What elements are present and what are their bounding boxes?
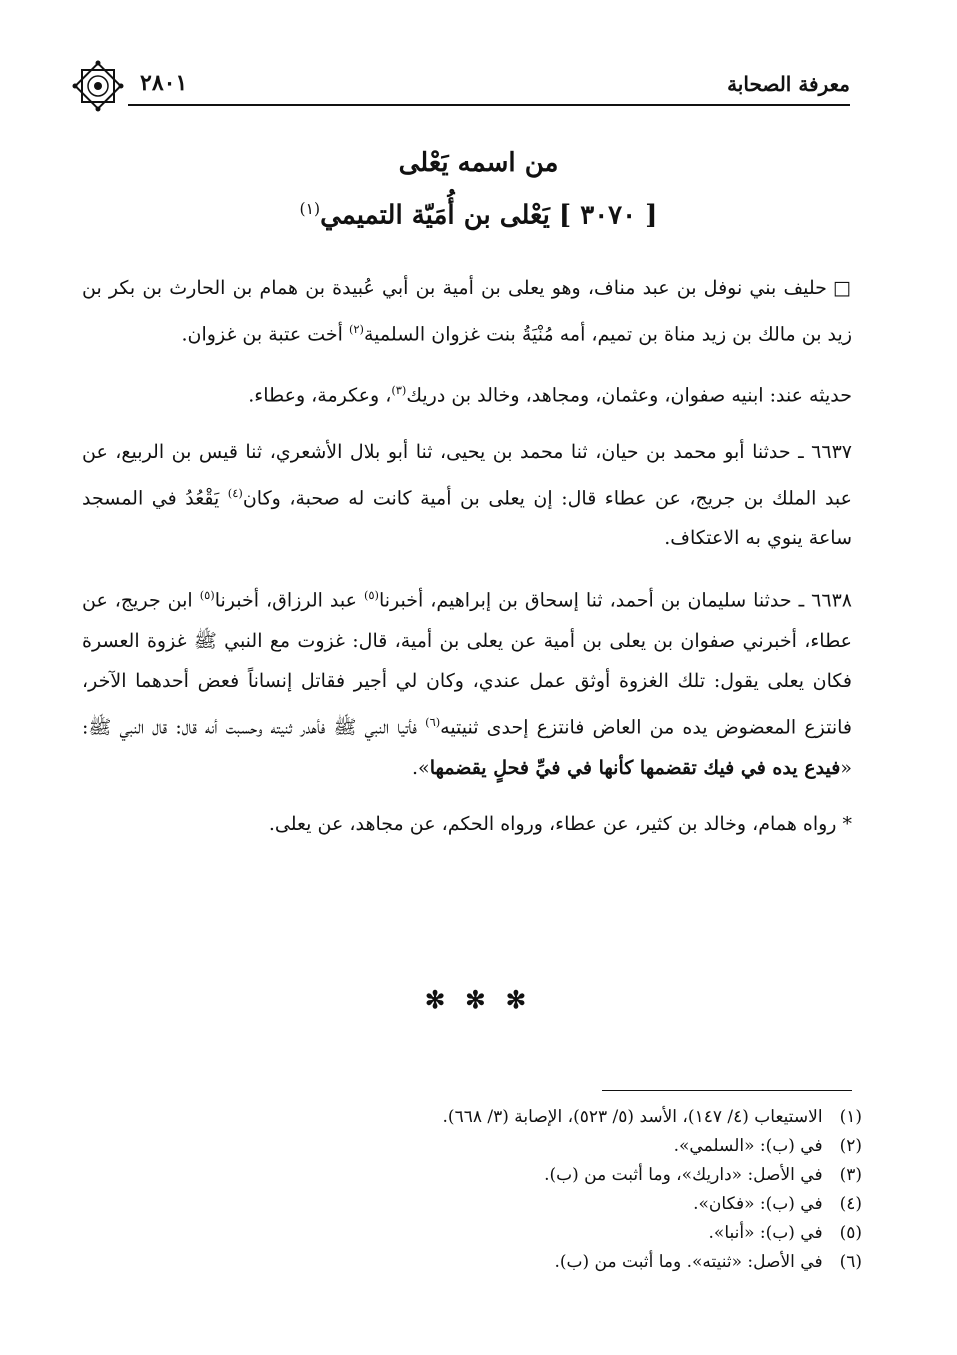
- footnote-text: في (ب): «فكان».: [693, 1194, 828, 1214]
- footnote-item: [102, 1132, 862, 1161]
- footnote-item: [102, 1161, 862, 1190]
- entry-heading: [0, 200, 957, 231]
- footnote-text: في الأصل: «داريك»، وما أثبت من (ب).: [544, 1165, 828, 1185]
- body-text: [82, 268, 852, 845]
- footnote-item: [102, 1248, 862, 1277]
- section-heading: من اسمه يَعْلى: [398, 148, 559, 178]
- text-run: ابن جريج، عن عطاء، أخبرني صفوان بن يعلى بن أمية عن يعلى بن أمية، قال: غزوت مع النبي ﷺ غزوة العسرة فكان يعلى يقول: تلك الغزوة أوثق عمل عندي، وكان لي أجير فقاتل إنساناً فعض أحدهما الآخر، فانتزع المعضوض يده من العاض فانتزع إحدى ثنيتيه: [82, 589, 853, 739]
- text-run: ٦٦٣٧ ـ حدثنا أبو محمد بن حيان، ثنا محمد بن يحيى، ثنا أبو بلال الأشعري، ثنا قيس بن الربيع، عن عبد الملك بن جريج، عن عطاء قال: إن يعلى بن أمية كانت له صحبة، وكان: [82, 441, 852, 509]
- text-run: فأتيا النبي ﷺ فأهدر ثنيته وحسبت أنه قال: قال النبي ﷺ: «: [82, 716, 852, 779]
- octagram-ornament-icon: [70, 58, 126, 114]
- footnote-mark: (٦): [425, 714, 441, 729]
- footnotes: [102, 1103, 862, 1277]
- text-run: حليف بني نوفل بن عبد مناف، وهو يعلى بن أمية بن أبي عُبيدة بن همام بن الحارث بن بكر بن زيد بن مالك بن زيد مناة بن تميم، أمه مُنْيَةُ بنت غزوان السلمية: [82, 277, 852, 345]
- text-run: أخت عتبة بن غزوان.: [181, 322, 349, 345]
- footnote-number: (٥): [839, 1223, 862, 1243]
- entry-heading-text: [ ٣٠٧٠ ] يَعْلى بن أُمَيّة التميمي: [320, 200, 658, 231]
- footnote-mark: (٢): [348, 321, 364, 336]
- paragraph-biography: [82, 268, 852, 354]
- footnote-text: في (ب): «أنبا».: [708, 1223, 828, 1243]
- paragraph-marker: □: [832, 277, 852, 299]
- footnote-text: في الأصل: «ثنيته». وما أثبت من (ب).: [554, 1252, 828, 1272]
- paragraph-narrators: [82, 370, 852, 416]
- paragraph-hadith-6638: [82, 575, 852, 788]
- footnote-mark: (١): [299, 200, 321, 218]
- footnote-mark: (٣): [391, 383, 407, 398]
- footnote-text: في (ب): «السلمي».: [673, 1136, 828, 1156]
- footnote-mark: (٥): [363, 587, 379, 602]
- paragraph-hadith-6637: [82, 432, 852, 559]
- text-run: حديثه عند: ابنيه صفوان، وعثمان، ومجاهد، وخالد بن دريك: [406, 384, 852, 407]
- footnote-number: (١): [839, 1107, 862, 1127]
- footnote-item: [102, 1190, 862, 1219]
- section-divider-stars: ✻ ✻ ✻: [424, 985, 533, 1014]
- header-rule: [128, 104, 850, 106]
- text-run: ، وعكرمة، وعطاء.: [248, 384, 392, 407]
- text-run: عبد الرزاق، أخبرنا: [214, 589, 364, 612]
- page-header: [70, 58, 850, 108]
- footnote-mark: (٤): [227, 485, 243, 500]
- page-number: ٢٨٠١: [140, 70, 188, 96]
- text-run: ».: [412, 756, 430, 779]
- footnote-mark: (٥): [199, 587, 215, 602]
- footnote-rule: [602, 1090, 852, 1091]
- footnote-number: (٦): [839, 1252, 862, 1272]
- footnote-item: [102, 1103, 862, 1132]
- text-run: ٦٦٣٨ ـ حدثنا سليمان بن أحمد، ثنا إسحاق بن إبراهيم، أخبرنا: [378, 589, 852, 612]
- footnote-number: (٣): [839, 1165, 862, 1185]
- running-head: معرفة الصحابة: [727, 72, 850, 96]
- text-run: يَقْعُدُ في المسجد ساعة ينوي به الاعتكاف.: [82, 486, 852, 550]
- footnote-item: [102, 1219, 862, 1248]
- footnote-number: (٤): [839, 1194, 862, 1214]
- footnote-number: (٢): [839, 1136, 862, 1156]
- footnote-text: الاستيعاب (٤/ ١٤٧)، الأسد (٥/ ٥٢٣)، الإصابة (٣/ ٦٦٨).: [442, 1107, 828, 1127]
- prophetic-quote: فيدع يده في فيك تقضمها كأنها في فيِّ فحلٍ يقضمها: [429, 756, 841, 779]
- paragraph-transmission-note: * رواه همام، وخالد بن كثير، عن عطاء، ورواه الحكم، عن مجاهد، عن يعلى.: [268, 813, 852, 836]
